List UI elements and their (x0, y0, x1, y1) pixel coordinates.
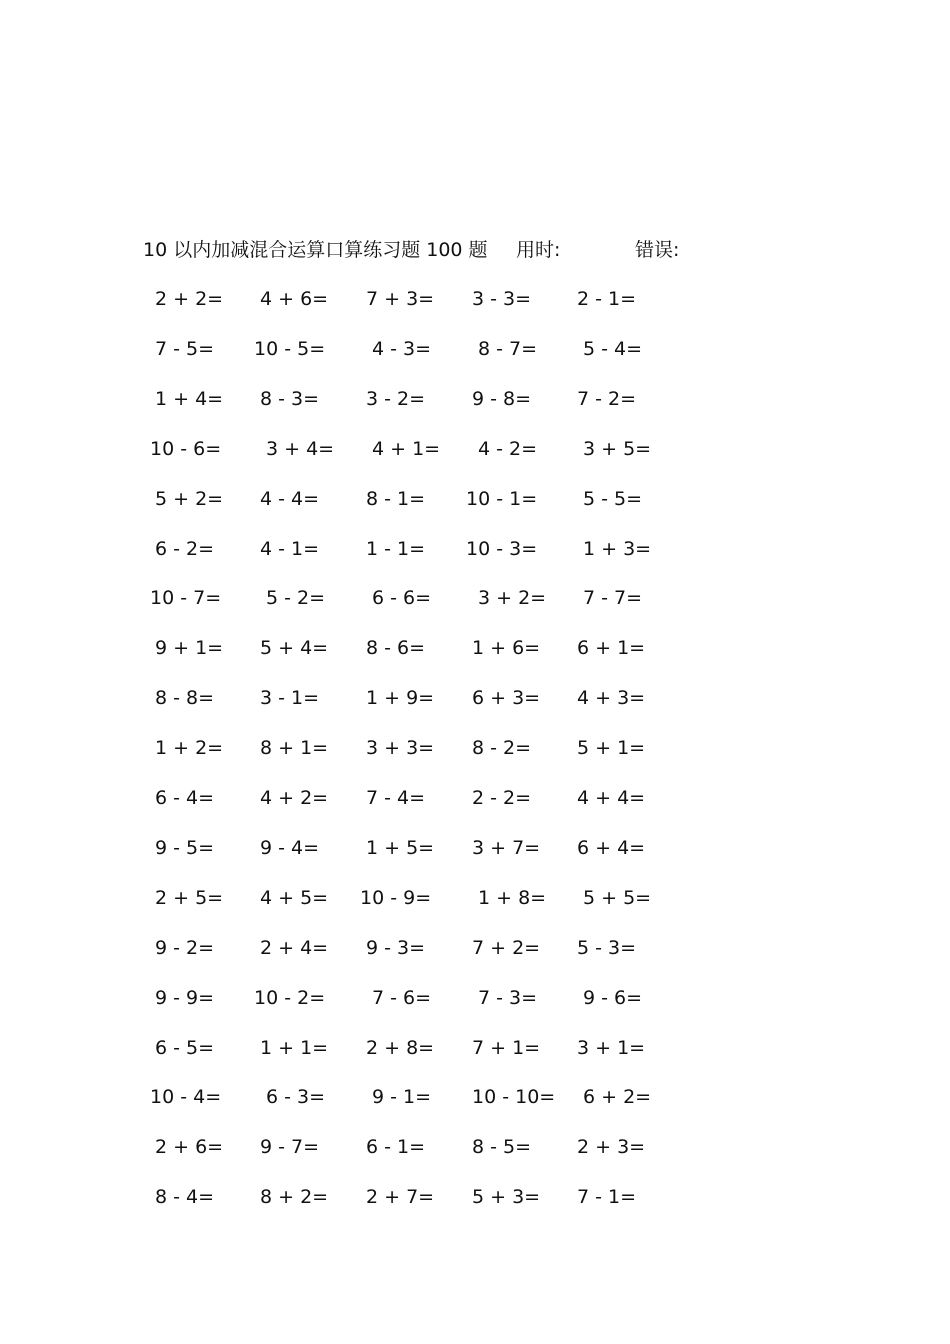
problem-row (0, 933, 950, 963)
math-problem: 9 - 5= (155, 836, 215, 859)
problem-row (0, 434, 950, 464)
math-problem: 9 - 4= (260, 836, 320, 859)
math-problem: 2 + 4= (260, 936, 329, 959)
math-problem: 8 - 1= (366, 487, 426, 510)
math-problem: 5 - 3= (577, 936, 637, 959)
math-problem: 6 + 1= (577, 637, 646, 660)
math-problem: 3 - 2= (366, 387, 426, 410)
math-problem: 8 - 8= (155, 687, 215, 710)
math-problem: 10 - 1= (466, 487, 538, 510)
math-problem: 4 + 2= (260, 787, 329, 809)
math-problem: 5 - 4= (583, 337, 643, 360)
math-problem: 10 - 4= (150, 1086, 222, 1109)
problem-row (0, 833, 950, 863)
math-problem: 1 + 5= (366, 836, 435, 859)
math-problem: 7 - 2= (577, 387, 637, 410)
math-problem: 4 + 1= (372, 437, 441, 460)
math-problem: 8 - 5= (472, 1136, 532, 1159)
problem-row (0, 983, 950, 1013)
math-problem: 1 + 4= (155, 387, 224, 410)
math-problem: 9 - 7= (260, 1136, 320, 1159)
problem-row (0, 683, 950, 713)
math-problem: 8 - 6= (366, 637, 426, 660)
math-problem: 2 + 5= (155, 886, 224, 909)
problem-row (0, 384, 950, 414)
math-problem: 5 - 2= (266, 587, 326, 610)
math-problem: 9 - 9= (155, 986, 215, 1009)
math-problem: 5 - 5= (583, 487, 643, 510)
math-problem: 10 - 2= (254, 986, 326, 1009)
problem-row (0, 633, 950, 663)
math-problem: 7 - 4= (366, 787, 426, 809)
problem-row (0, 1033, 950, 1063)
math-problem: 7 - 1= (577, 1186, 637, 1209)
math-problem: 3 + 5= (583, 437, 652, 460)
math-problem: 2 + 7= (366, 1186, 435, 1209)
math-problem: 6 - 4= (155, 787, 215, 809)
math-problem: 2 + 2= (155, 288, 224, 310)
math-problem: 6 + 2= (583, 1086, 652, 1109)
math-problem: 9 - 6= (583, 986, 643, 1009)
math-problem: 4 - 2= (478, 437, 538, 460)
math-problem: 2 + 6= (155, 1136, 224, 1159)
math-problem: 10 - 10= (472, 1086, 556, 1109)
math-problem: 6 - 3= (266, 1086, 326, 1109)
math-problem: 7 + 1= (472, 1036, 541, 1059)
math-problem: 4 - 1= (260, 537, 320, 560)
math-problem: 6 - 5= (155, 1036, 215, 1059)
worksheet-title: 10 以内加减混合运算口算练习题 100 题 (143, 239, 488, 261)
math-problem: 9 - 1= (372, 1086, 432, 1109)
math-problem: 7 + 2= (472, 936, 541, 959)
math-problem: 7 - 5= (155, 337, 215, 360)
math-problem: 9 + 1= (155, 637, 224, 660)
math-problem: 8 + 1= (260, 737, 329, 760)
math-problem: 8 + 2= (260, 1186, 329, 1209)
problem-row (0, 883, 950, 913)
math-problem: 4 + 5= (260, 886, 329, 909)
math-problem: 4 + 6= (260, 288, 329, 310)
problem-row (0, 1132, 950, 1162)
math-problem: 7 - 3= (478, 986, 538, 1009)
math-problem: 1 + 2= (155, 737, 224, 760)
math-problem: 6 - 1= (366, 1136, 426, 1159)
math-problem: 5 + 3= (472, 1186, 541, 1209)
math-problem: 5 + 4= (260, 637, 329, 660)
math-problem: 7 + 3= (366, 288, 435, 310)
math-problem: 4 + 4= (577, 787, 646, 809)
math-problem: 3 + 7= (472, 836, 541, 859)
math-problem: 6 - 6= (372, 587, 432, 610)
math-problem: 7 - 7= (583, 587, 643, 610)
problem-row (0, 733, 950, 763)
math-problem: 10 - 9= (360, 886, 432, 909)
math-problem: 10 - 7= (150, 587, 222, 610)
math-problem: 3 - 1= (260, 687, 320, 710)
math-problem: 10 - 6= (150, 437, 222, 460)
math-problem: 3 + 2= (478, 587, 547, 610)
math-problem: 10 - 3= (466, 537, 538, 560)
math-problem: 8 - 2= (472, 737, 532, 760)
math-problem: 3 - 3= (472, 288, 532, 310)
problem-row (0, 484, 950, 514)
math-problem: 7 - 6= (372, 986, 432, 1009)
math-problem: 2 + 8= (366, 1036, 435, 1059)
math-problem: 3 + 1= (577, 1036, 646, 1059)
math-problem: 1 + 8= (478, 886, 547, 909)
time-used-label: 用时: (516, 239, 561, 261)
math-problem: 2 + 3= (577, 1136, 646, 1159)
math-problem: 1 + 3= (583, 537, 652, 560)
math-problem: 9 - 8= (472, 387, 532, 410)
problem-row (0, 783, 950, 813)
math-problem: 5 + 5= (583, 886, 652, 909)
math-problem: 4 + 3= (577, 687, 646, 710)
math-problem: 3 + 4= (266, 437, 335, 460)
math-problem: 6 + 3= (472, 687, 541, 710)
math-problem: 10 - 5= (254, 337, 326, 360)
math-problem: 8 - 3= (260, 387, 320, 410)
math-problem: 1 + 1= (260, 1036, 329, 1059)
problem-row (0, 1082, 950, 1112)
math-problem: 5 + 1= (577, 737, 646, 760)
math-problem: 3 + 3= (366, 737, 435, 760)
math-problem: 2 - 1= (577, 288, 637, 310)
math-problem: 6 - 2= (155, 537, 215, 560)
math-problem: 1 + 6= (472, 637, 541, 660)
math-problem: 4 - 4= (260, 487, 320, 510)
math-problem: 8 - 7= (478, 337, 538, 360)
math-problem: 5 + 2= (155, 487, 224, 510)
math-problem: 9 - 2= (155, 936, 215, 959)
math-problem: 8 - 4= (155, 1186, 215, 1209)
problem-row (0, 583, 950, 613)
math-problem: 1 - 1= (366, 537, 426, 560)
problem-row (0, 534, 950, 564)
math-problem: 2 - 2= (472, 787, 532, 809)
math-problem: 6 + 4= (577, 836, 646, 859)
problem-row (0, 284, 950, 314)
math-problem: 1 + 9= (366, 687, 435, 710)
problem-row (0, 1182, 950, 1212)
problem-row (0, 334, 950, 364)
math-problem: 4 - 3= (372, 337, 432, 360)
error-count-label: 错误: (635, 239, 680, 261)
math-problem: 9 - 3= (366, 936, 426, 959)
